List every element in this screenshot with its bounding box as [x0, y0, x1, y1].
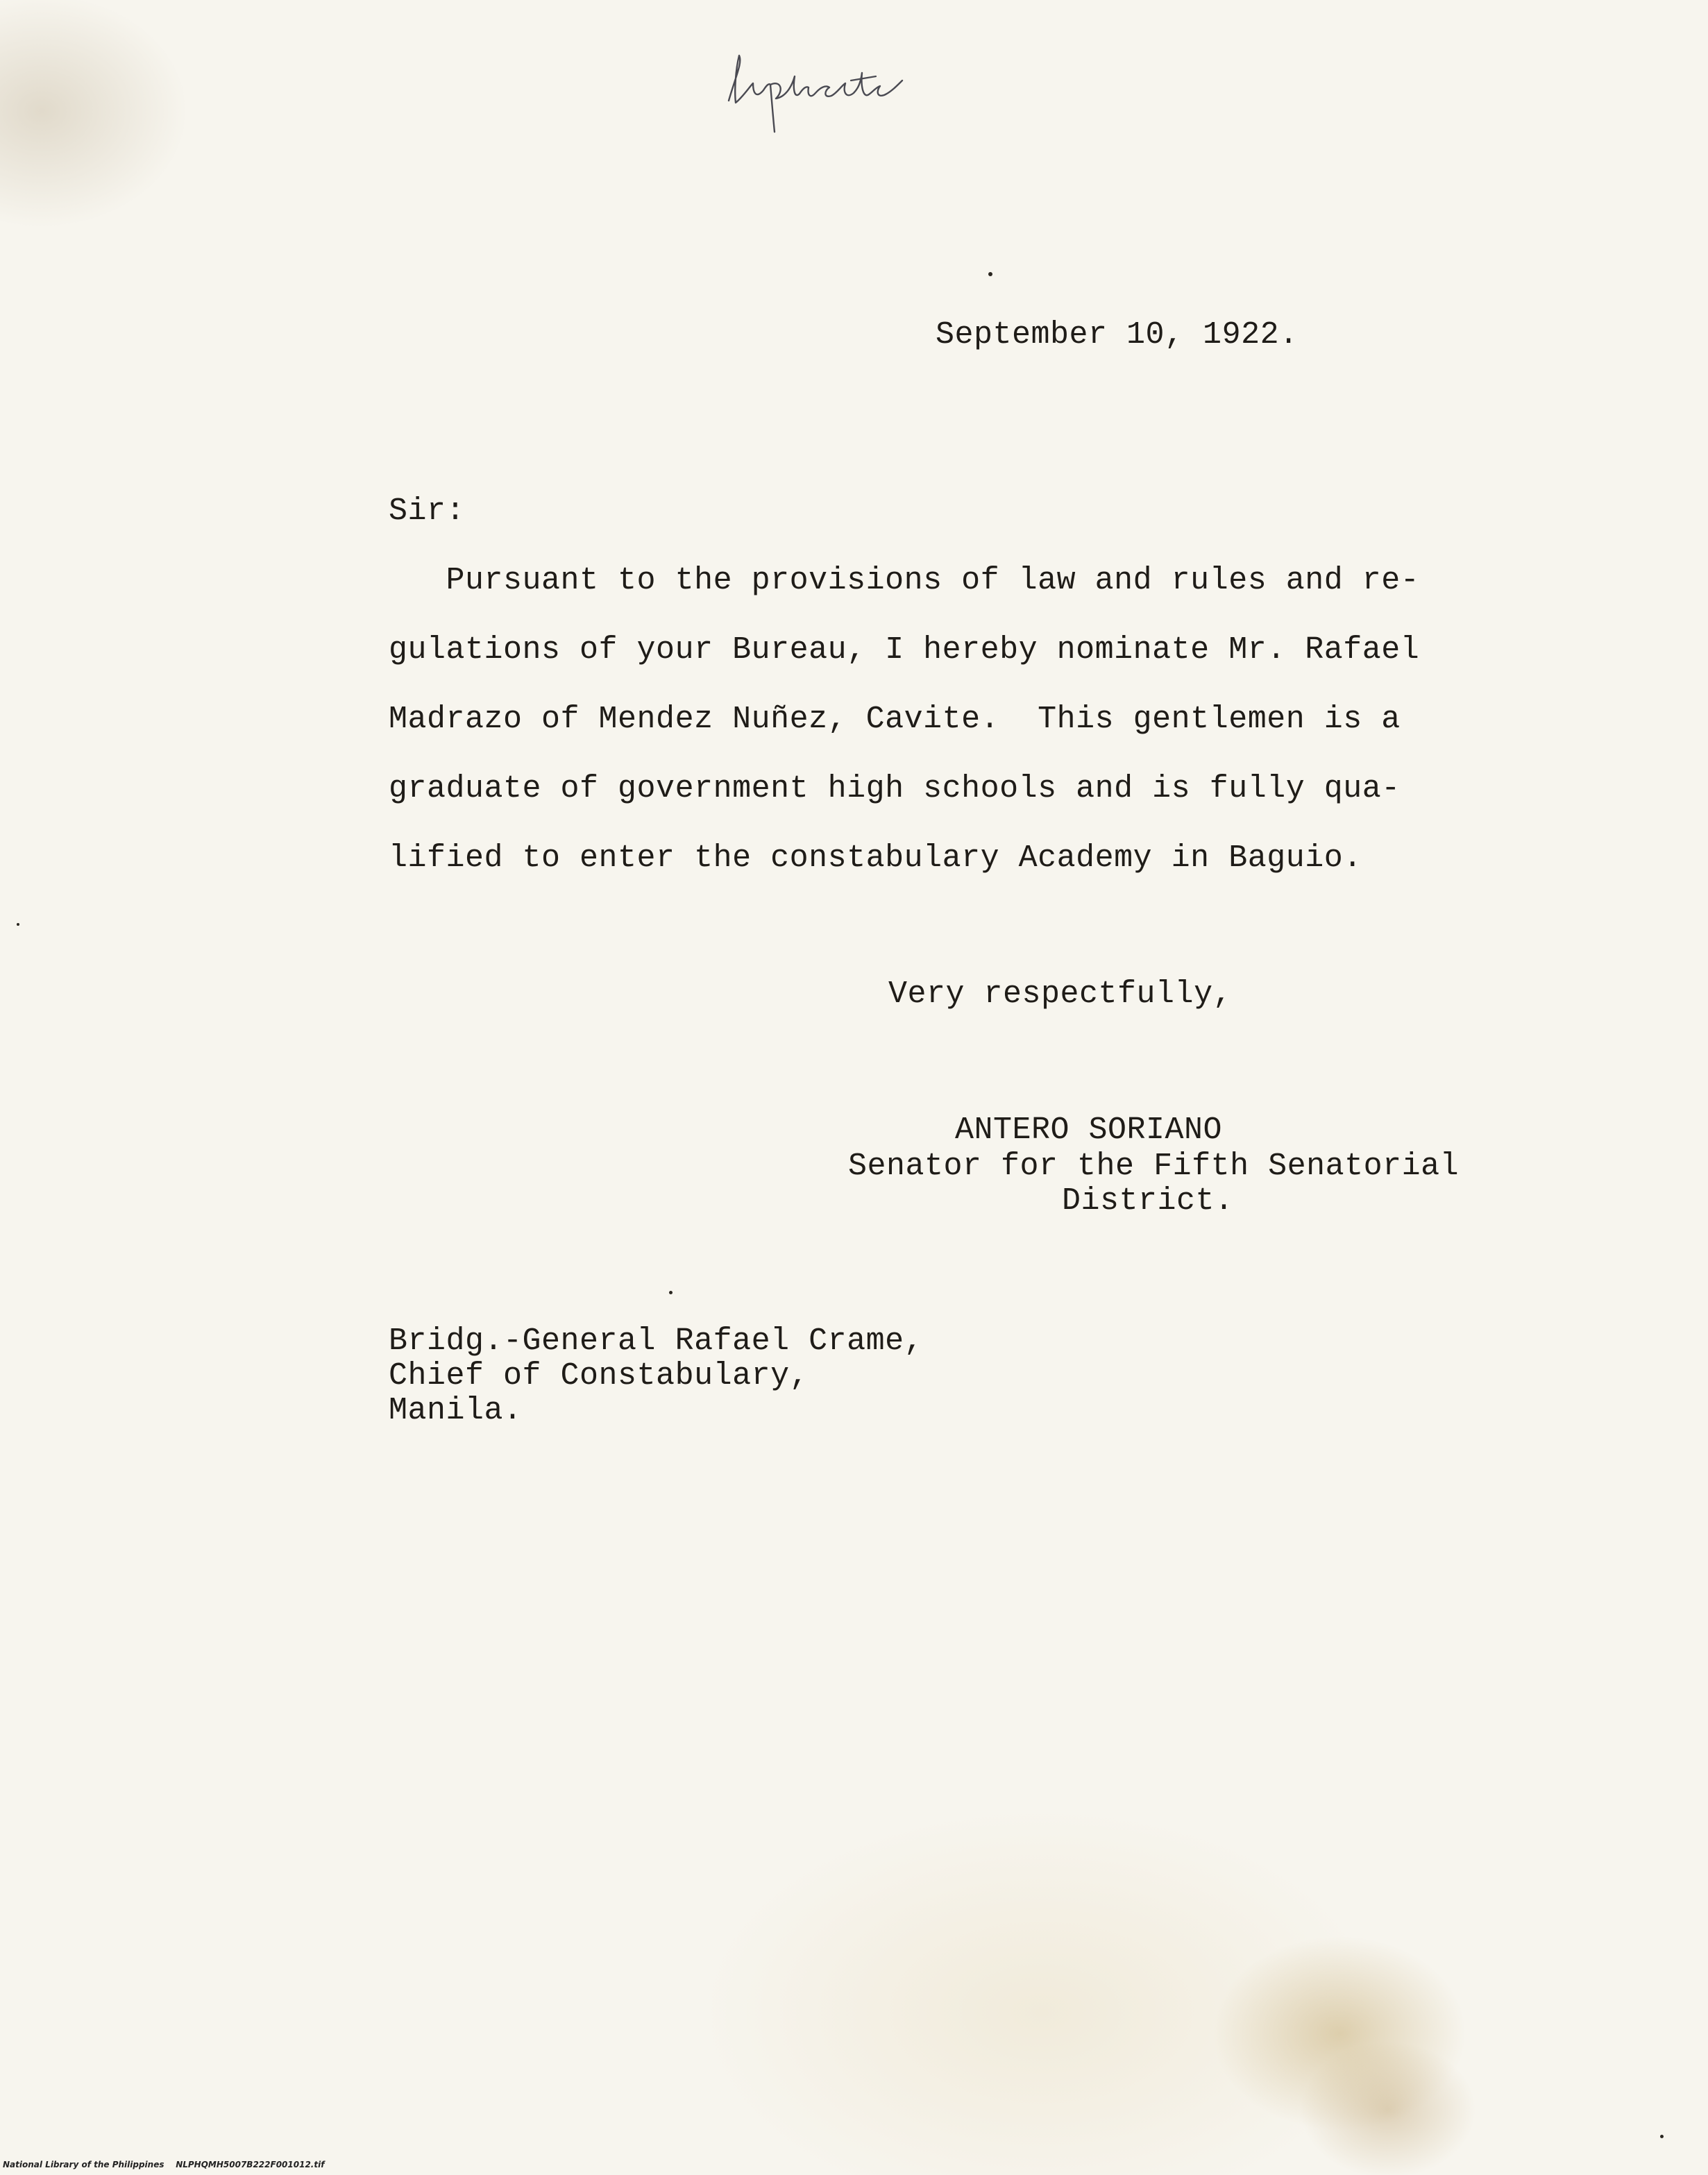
ink-speck — [988, 272, 992, 276]
signatory-title: Senator for the Fifth Senatorial — [848, 1149, 1460, 1184]
letter-date: September 10, 1922. — [936, 317, 1299, 353]
addressee-line-2: Chief of Constabulary, — [389, 1358, 809, 1394]
ink-speck — [17, 923, 19, 926]
addressee-line-1: Bridg.-General Rafael Crame, — [389, 1323, 924, 1359]
closing: Very respectfully, — [888, 976, 1233, 1012]
archive-footer: National Library of the Philippines NLPHQMH5007B222F001012.tif — [3, 2160, 325, 2169]
ink-speck — [1660, 2135, 1664, 2138]
body-line-3: Madrazo of Mendez Nuñez, Cavite. This gentlemen is a — [389, 702, 1401, 737]
body-line-5: lified to enter the constabulary Academy in Baguio. — [389, 840, 1362, 876]
addressee-line-3: Manila. — [389, 1393, 523, 1428]
body-line-1: Pursuant to the provisions of law and rules and re- — [389, 563, 1420, 598]
handwritten-annotation — [715, 35, 937, 139]
body-line-4: graduate of government high schools and is fully qua- — [389, 771, 1401, 806]
ink-speck — [669, 1291, 673, 1294]
signatory-title-continued: District. — [1062, 1183, 1234, 1219]
body-line-2: gulations of your Bureau, I hereby nominate Mr. Rafael — [389, 632, 1420, 668]
salutation: Sir: — [389, 493, 466, 529]
signatory-name: ANTERO SORIANO — [955, 1112, 1223, 1148]
handwritten-duplicate-mark — [715, 35, 937, 139]
